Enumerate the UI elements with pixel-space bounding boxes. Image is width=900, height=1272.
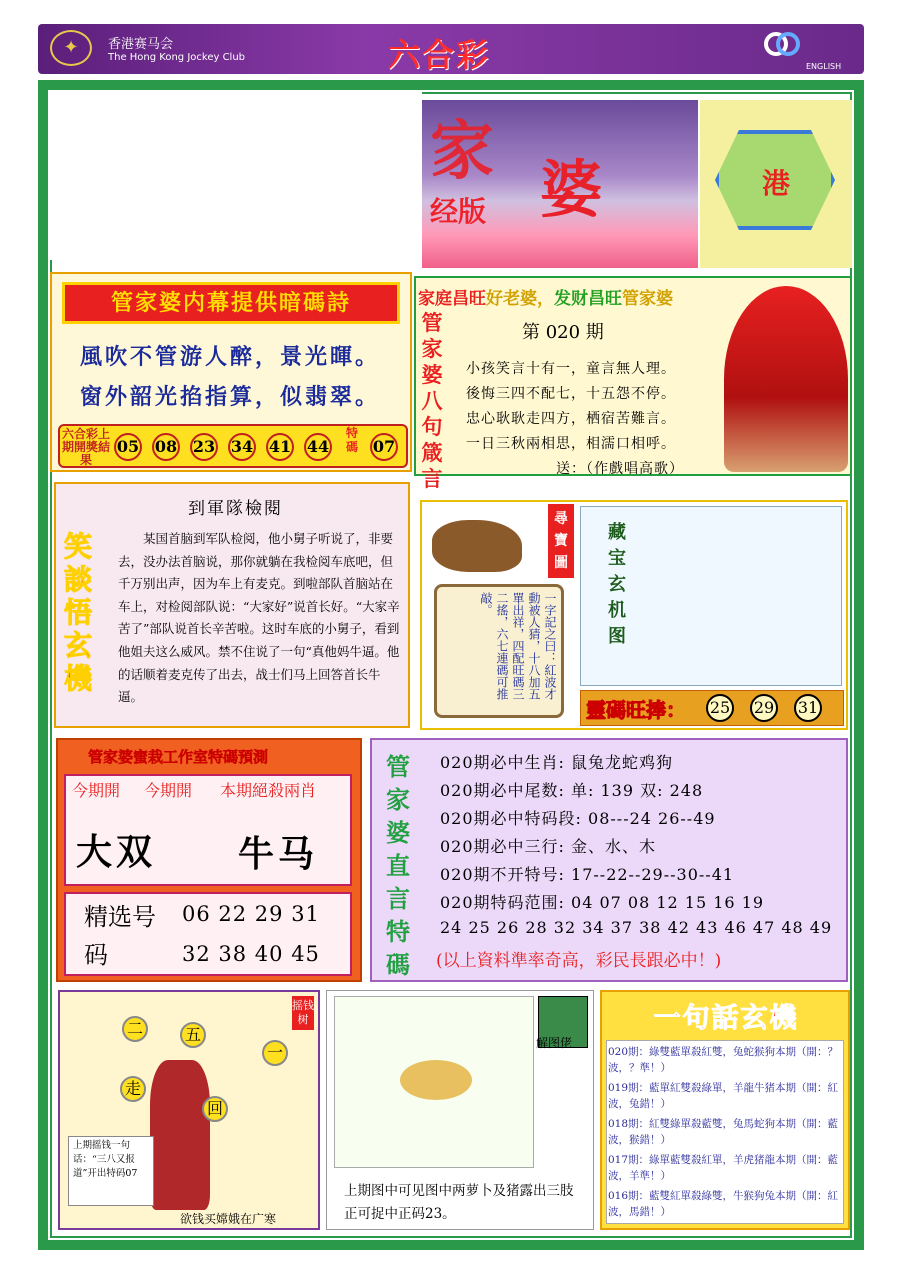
banner-char-1: 家 [430, 114, 494, 189]
racehorse-icon [432, 520, 522, 572]
riddle-line: 017期：綠單藍雙殺紅單，羊虎猪龍本期（開：藍波，羊準！） [608, 1154, 839, 1182]
issue-number: 第 020 期 [522, 322, 604, 343]
tab-kill-zodiac: 本期絕殺兩肖 [220, 781, 317, 800]
eight-line: 送：（作戲唱高歌） [556, 461, 684, 477]
riddle-heading: 一句話玄機 [610, 996, 842, 1038]
direct-line: 24 25 26 28 32 34 37 38 42 43 46 47 48 49 [440, 918, 833, 937]
lucky-ball: 31 [794, 694, 822, 722]
tree-char: 二 [122, 1016, 148, 1042]
club-name-cn: 香港赛马会 [108, 37, 174, 52]
tab-this-period-1: 今期開 [72, 781, 121, 800]
big-small-pick: 大双 [76, 831, 157, 873]
numbers-row-1: 06 22 29 31 [182, 902, 320, 926]
poem-line-1: 風吹不管游人醉，景光暉。 [80, 344, 381, 370]
result-ball: 05 [114, 433, 142, 461]
riddle-line: 016期：藍雙紅單殺綠雙，牛猴狗兔本期（開：紅波，馬錯！） [608, 1190, 839, 1218]
tree-char: 走 [120, 1076, 146, 1102]
kill-zodiac-pick: 牛马 [238, 833, 319, 875]
jockey-club-logo-icon[interactable]: ✦ [50, 30, 92, 66]
riddle-line: 019期：藍單紅雙殺綠單，羊龍牛猪本期（開：紅波，兔錯！） [608, 1082, 839, 1110]
tree-char: 五 [180, 1022, 206, 1048]
eight-heading-a: 家庭昌旺 [418, 289, 486, 309]
eight-heading-d: 管家婆 [622, 289, 673, 309]
treasure-tag: 尋寶圖 [548, 504, 574, 578]
eight-heading-c: 发财昌旺 [554, 289, 622, 309]
direct-line: 020期特码范围: 04 07 08 12 15 16 19 [440, 893, 765, 912]
joke-text: 某国首脑到军队检阅，他小舅子听说了，非要去，没办法首脑说，那你就躺在我检阅车底吧，但千万别出声，因为车上有麦克。到啦部队首脑站在车上，对检阅部队说：“大家好”说首长好。“大家辛苦了”部队说首长辛苦啦。这时车底的小舅子，看到他姐夫这么威风。禁不住说了一句“真他妈牛逼。他的话顺着麦克传了出去，战士们马上回答首长牛逼。 [118, 531, 400, 705]
scroll-text: 一字記之曰：紅波才動被人猜，十八加五單出祥，四配旺碼三二搖，六七連碼可推敲。 [479, 592, 557, 700]
money-tree-icon [150, 1060, 210, 1210]
result-ball: 34 [228, 433, 256, 461]
treasure-title: 藏宝玄机图 [608, 522, 626, 647]
lottery-title: 六合彩 [388, 36, 491, 74]
result-ball: 44 [304, 433, 332, 461]
eight-heading [418, 284, 673, 309]
direct-side-title: 管家婆直言特碼 [386, 752, 410, 979]
direct-line: 020期必中三行: 金、水、木 [440, 837, 657, 856]
rings-logo-icon [762, 30, 802, 58]
prediction-heading: 管家婆蜜栽工作室特碼預測 [88, 748, 269, 766]
direct-line: 020期必中生肖: 鼠兔龙蛇鸡狗 [440, 753, 674, 772]
joke-side-title: 笑談悟玄機 [63, 530, 92, 695]
tree-char: 一 [262, 1040, 288, 1066]
money-tree-tag: 摇钱树 [292, 996, 314, 1030]
numbers-row-2: 32 38 40 45 [182, 942, 320, 966]
banner-subtitle: 经版 [430, 195, 487, 228]
blank-area [50, 90, 422, 260]
eight-line: 後悔三四不配七，十五怨不停。 [466, 386, 676, 402]
eight-heading-b: 好老婆， [486, 289, 554, 309]
tree-footer: 欲钱买嫦娥在广寒 [180, 1212, 277, 1226]
selected-numbers-label: 精选号码 [84, 903, 156, 969]
lantern-char: 港 [762, 167, 791, 200]
special-label: 特碼 [346, 426, 359, 454]
lucky-ball: 29 [750, 694, 778, 722]
tree-note: 上期摇钱一句话：“三八又报道”开出特码07 [68, 1136, 154, 1206]
special-ball: 07 [370, 433, 398, 461]
eight-line: 一日三秋兩相思，相濡口相呼。 [466, 436, 676, 452]
direct-footer: (以上資料準率奇高，彩民長跟必中！) [436, 951, 722, 971]
result-ball: 08 [152, 433, 180, 461]
poem-line-2: 窗外韶光掐指算，似翡翠。 [80, 384, 381, 410]
picture-caption: 上期图中可见图中两萝卜及猪露出三肢正可捉中正码23。 [344, 1183, 574, 1222]
banner-char-2: 婆 [540, 153, 603, 226]
result-ball: 23 [190, 433, 218, 461]
picture-explainer-label: 解图佬 [536, 1036, 573, 1050]
eight-line: 忠心耿耿走四方，栖宿苦難言。 [466, 411, 676, 427]
direct-line: 020期必中尾数: 单: 139 双: 248 [440, 781, 704, 800]
club-name-en: The Hong Kong Jockey Club [108, 52, 246, 63]
bride-image [724, 286, 848, 472]
english-link[interactable]: ENGLISH [806, 62, 842, 71]
lucky-ball: 25 [706, 694, 734, 722]
direct-line: 020期必中特码段: 08---24 26--49 [440, 809, 716, 828]
results-label: 六合彩上期開獎結果 [62, 427, 111, 467]
tree-char: 回 [202, 1096, 228, 1122]
riddle-line: 020期：綠雙藍單殺紅雙，兔蛇猴狗本期（開：？波，？準！） [608, 1046, 839, 1074]
eight-line: 小孩笑言十有一，童言無人理。 [466, 361, 676, 377]
joke-title: 到軍隊檢閱 [188, 499, 283, 519]
pig-icon [400, 1060, 472, 1100]
tab-this-period-2: 今期開 [144, 781, 193, 800]
riddle-line: 018期：紅雙綠單殺藍雙，兔馬蛇狗本期（開：藍波，猴錯！） [608, 1118, 839, 1146]
eight-side-title: 管家婆八句箴言 [421, 310, 443, 491]
poem-heading: 管家婆内幕提供暗碼詩 [62, 282, 400, 324]
direct-line: 020期不开特号: 17--22--29--30--41 [440, 865, 735, 884]
lucky-label: 靈碼旺捧： [586, 698, 686, 722]
result-ball: 41 [266, 433, 294, 461]
